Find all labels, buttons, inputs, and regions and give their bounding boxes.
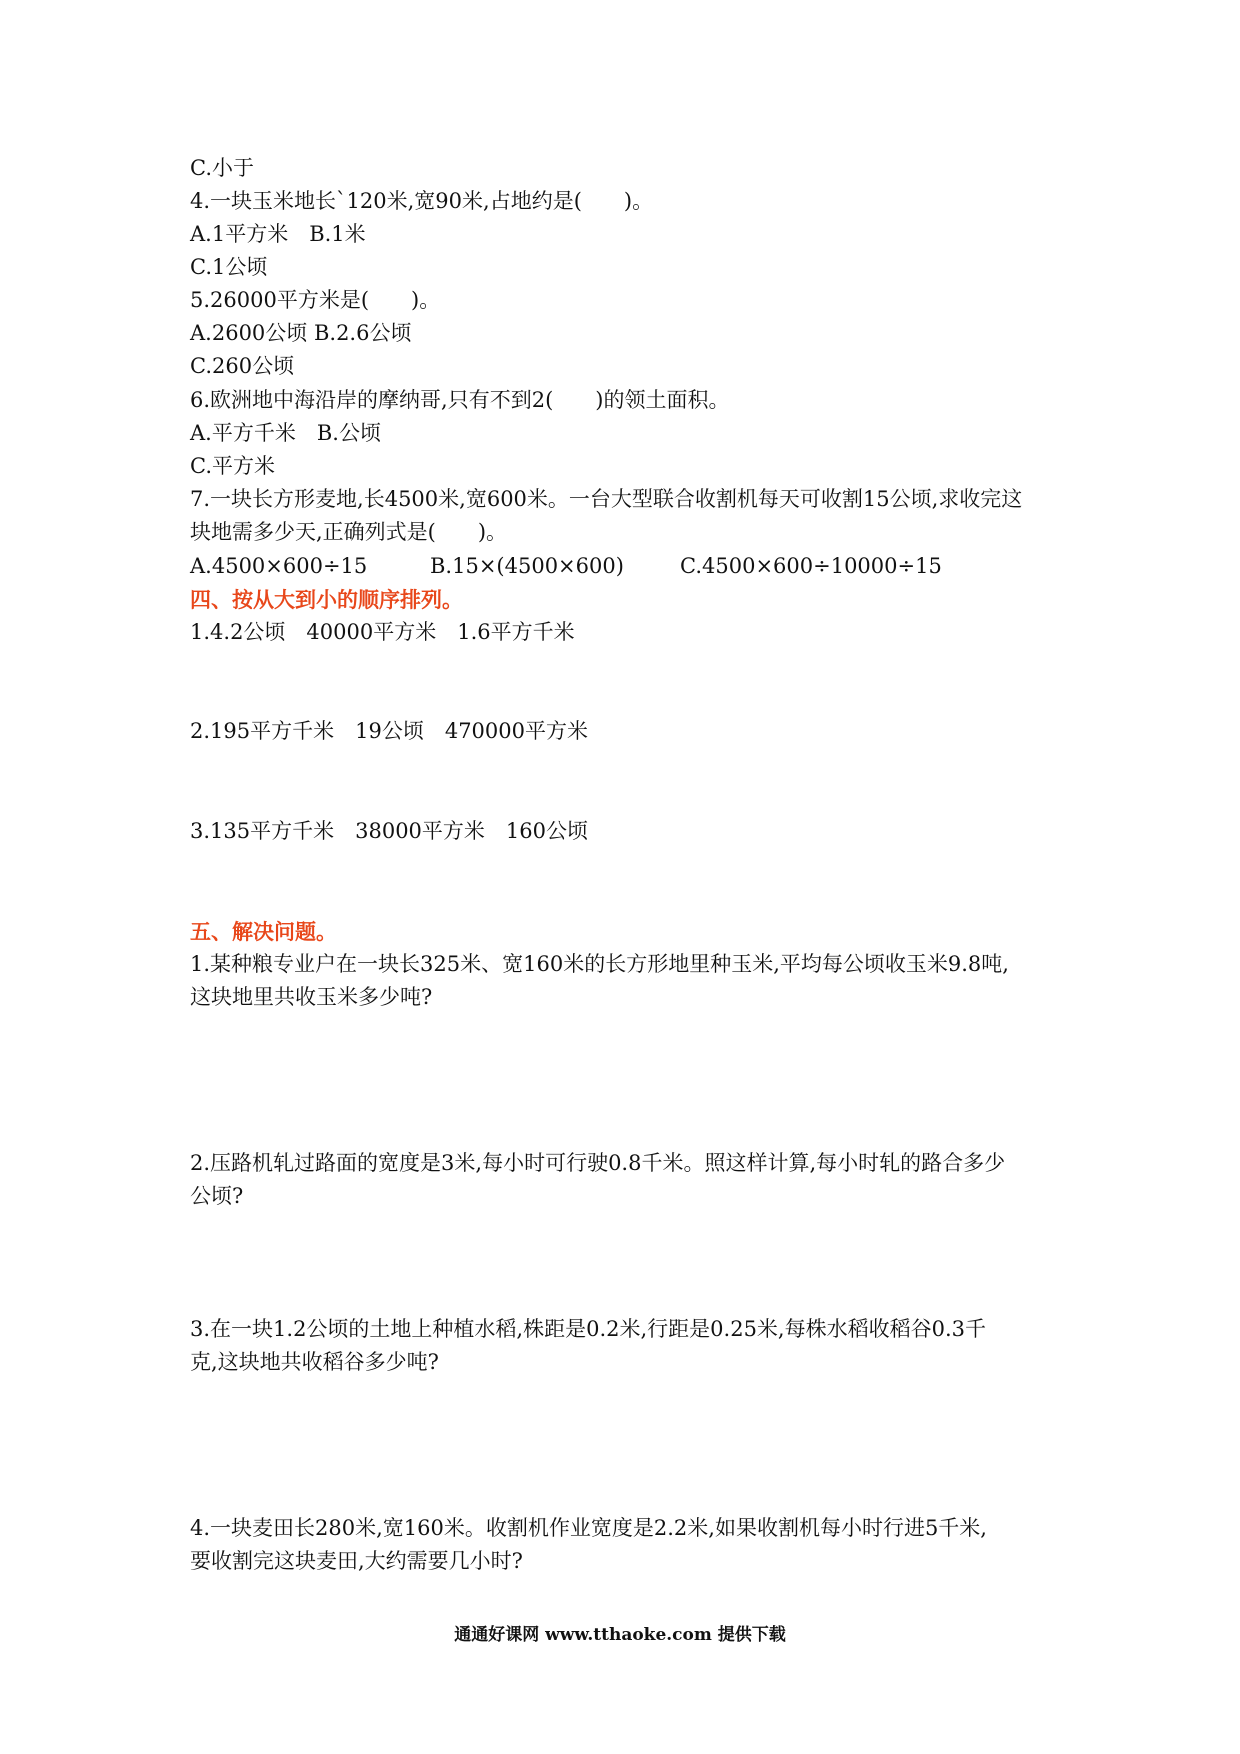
problem-1-line1: 1.某种粮专业户在一块长325米、宽160米的长方形地里种玉米,平均每公顷收玉米9.8吨, <box>190 952 1009 976</box>
q7-option-b: B.15×(4500×600) <box>430 554 624 578</box>
q4-option-c: C.1公顷 <box>190 255 268 279</box>
problem-3-line2: 克,这块地共收稻谷多少吨? <box>190 1350 439 1374</box>
section-4-heading: 四、按从大到小的顺序排列。 <box>190 587 463 612</box>
q3-option-c: C.小于 <box>190 156 254 180</box>
section-5-heading: 五、解决问题。 <box>190 919 337 944</box>
problem-2-line2: 公顷? <box>190 1184 244 1208</box>
order-item-2: 2.195平方千米 19公顷 470000平方米 <box>190 719 589 743</box>
q6-option-c: C.平方米 <box>190 454 275 478</box>
q4-options-ab: A.1平方米 B.1米 <box>190 222 366 246</box>
problem-3-line1: 3.在一块1.2公顷的土地上种植水稻,株距是0.2米,行距是0.25米,每株水稻收稻谷0.3千 <box>190 1317 987 1341</box>
q6-options-ab: A.平方千米 B.公顷 <box>190 421 381 445</box>
q4-stem: 4.一块玉米地长`120米,宽90米,占地约是( )。 <box>190 189 654 213</box>
q5-stem: 5.26000平方米是( )。 <box>190 288 441 312</box>
q7-stem-line1: 7.一块长方形麦地,长4500米,宽600米。一台大型联合收割机每天可收割15公顷,求收完这 <box>190 487 1023 511</box>
problem-4-line2: 要收割完这块麦田,大约需要几小时? <box>190 1549 523 1573</box>
q7-option-a: A.4500×600÷15 <box>190 554 368 578</box>
q7-stem-line2: 块地需多少天,正确列式是( )。 <box>190 520 508 544</box>
q7-option-c: C.4500×600÷10000÷15 <box>680 554 942 578</box>
order-item-1: 1.4.2公顷 40000平方米 1.6平方千米 <box>190 620 575 644</box>
footer-download-notice: 通通好课网 www.tthaoke.com 提供下载 <box>454 1625 786 1645</box>
problem-1-line2: 这块地里共收玉米多少吨? <box>190 985 433 1009</box>
q7-options <box>190 550 1070 583</box>
q5-options-ab: A.2600公顷 B.2.6公顷 <box>190 321 412 345</box>
order-item-3: 3.135平方千米 38000平方米 160公顷 <box>190 819 589 843</box>
problem-2-line1: 2.压路机轧过路面的宽度是3米,每小时可行驶0.8千米。照这样计算,每小时轧的路合多少 <box>190 1151 1006 1175</box>
q6-stem: 6.欧洲地中海沿岸的摩纳哥,只有不到2( )的领土面积。 <box>190 388 730 412</box>
problem-4-line1: 4.一块麦田长280米,宽160米。收割机作业宽度是2.2米,如果收割机每小时行进5千米, <box>190 1516 987 1540</box>
q5-option-c: C.260公顷 <box>190 354 295 378</box>
